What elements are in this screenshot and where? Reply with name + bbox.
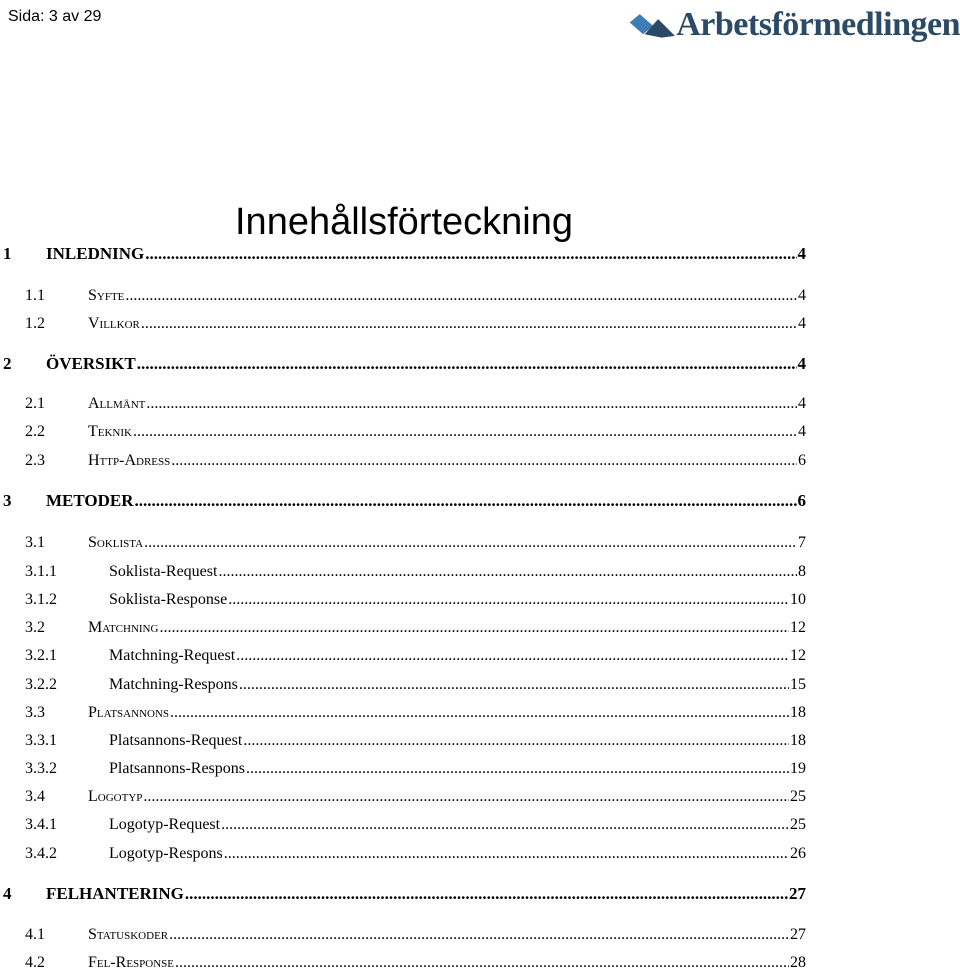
logo-mark-icon [628,8,678,42]
toc-entry[interactable] [0,953,806,973]
toc-entry[interactable] [0,562,806,582]
toc-entry[interactable] [0,815,806,835]
toc-entry-number: 2.1 [25,395,45,412]
toc-entry-number: 2.2 [25,423,45,440]
toc-entry-title: Matchning-Request [109,647,236,664]
toc-dot-leader [171,451,797,471]
toc-entry-number: 3.3 [25,704,45,721]
toc-entry-page: 15 [790,676,806,693]
toc-dot-leader [228,590,789,610]
toc-entry-page: 28 [790,954,806,971]
toc-entry-title: Platsannons-Respons [109,760,245,777]
toc-entry-title: METODER [46,491,134,510]
toc-dot-leader [144,533,797,553]
toc-dot-leader [169,925,789,945]
toc-entry[interactable] [0,646,806,666]
toc-entry-title: Fel-Response [88,954,175,971]
toc-entry-page: 4 [798,287,806,304]
toc-entry[interactable] [0,675,806,695]
toc-dot-leader [137,354,797,374]
toc-entry-title: ÖVERSIKT [46,354,136,373]
toc-entry-title: Allmänt [88,395,146,412]
toc-dot-leader [243,731,789,751]
toc-entry-number: 4.2 [25,954,45,971]
toc-entry-page: 18 [790,704,806,721]
toc-dot-leader [218,562,797,582]
toc-entry-number: 3.4.2 [25,845,57,862]
toc-entry[interactable] [0,533,806,553]
toc-entry[interactable] [0,394,806,414]
toc-dot-leader [170,703,789,723]
toc-entry-number: 3.2.1 [25,647,57,664]
toc-dot-leader [221,815,789,835]
toc-entry-number: 1 [3,244,12,263]
toc-entry-page: 4 [797,354,806,373]
toc-entry-page: 12 [790,619,806,636]
toc-entry[interactable] [0,731,806,751]
toc-entry-number: 3.1.2 [25,591,57,608]
toc-entry-page: 4 [798,315,806,332]
toc-entry-title: Logotyp-Request [109,816,221,833]
toc-entry-page: 19 [790,760,806,777]
toc-entry-page: 12 [790,647,806,664]
toc-entry-title: Matchning-Respons [109,676,238,693]
toc-entry-number: 3.3.1 [25,732,57,749]
toc-entry-page: 10 [790,591,806,608]
document-title: Innehållsförteckning [235,201,573,244]
toc-dot-leader [135,491,797,511]
toc-entry-number: 4 [3,884,12,903]
arbetsformedlingen-logo [628,4,960,46]
toc-entry-title: Http-Adress [88,452,171,469]
toc-dot-leader [224,844,789,864]
toc-entry[interactable] [0,491,806,511]
toc-dot-leader [145,244,796,264]
toc-entry-page: 18 [790,732,806,749]
toc-entry-number: 4.1 [25,926,45,943]
toc-dot-leader [175,953,789,973]
toc-entry-number: 1.1 [25,287,45,304]
toc-entry[interactable] [0,422,806,442]
toc-dot-leader [246,759,789,779]
toc-dot-leader [239,675,789,695]
toc-entry-page: 25 [790,788,806,805]
toc-entry-number: 3.2 [25,619,45,636]
toc-entry-number: 2 [3,354,12,373]
toc-entry[interactable] [0,244,806,264]
toc-entry[interactable] [0,884,806,904]
toc-entry-title: Statuskoder [88,926,169,943]
toc-entry[interactable] [0,286,806,306]
toc-entry-page: 27 [789,884,806,903]
toc-entry-title: Platsannons-Request [109,732,243,749]
toc-entry[interactable] [0,618,806,638]
toc-dot-leader [143,787,789,807]
toc-entry-title: Soklista [88,534,144,551]
toc-dot-leader [236,646,789,666]
toc-entry-title: Soklista-Request [109,563,218,580]
toc-entry-number: 3.1.1 [25,563,57,580]
toc-entry-number: 3 [3,491,12,510]
toc-dot-leader [185,884,788,904]
toc-entry-title: INLEDNING [46,244,145,263]
toc-dot-leader [146,394,797,414]
toc-entry[interactable] [0,354,806,374]
toc-entry[interactable] [0,844,806,864]
toc-entry-page: 6 [798,452,806,469]
toc-entry[interactable] [0,590,806,610]
toc-entry-number: 3.2.2 [25,676,57,693]
toc-entry-page: 8 [798,563,806,580]
toc-dot-leader [125,286,797,306]
logo-text: Arbetsförmedlingen [676,6,960,43]
toc-entry-page: 4 [798,395,806,412]
toc-dot-leader [133,422,797,442]
toc-entry[interactable] [0,314,806,334]
toc-entry[interactable] [0,787,806,807]
toc-entry-title: Syfte [88,287,125,304]
toc-entry-page: 4 [798,423,806,440]
toc-dot-leader [141,314,797,334]
toc-entry-title: Soklista-Response [109,591,228,608]
toc-entry-title: FELHANTERING [46,884,184,903]
toc-entry-page: 4 [797,244,806,263]
toc-entry-page: 26 [790,845,806,862]
toc-entry-number: 1.2 [25,315,45,332]
toc-dot-leader [159,618,789,638]
toc-entry-title: Matchning [88,619,159,636]
toc-entry[interactable] [0,925,806,945]
toc-entry-number: 3.1 [25,534,45,551]
toc-entry-title: Logotyp [88,788,143,805]
toc-entry-number: 2.3 [25,452,45,469]
toc-entry[interactable] [0,451,806,471]
toc-entry-number: 3.4.1 [25,816,57,833]
toc-entry-title: Platsannons [88,704,170,721]
toc-entry-page: 6 [797,491,806,510]
toc-entry-page: 25 [790,816,806,833]
toc-entry-title: Teknik [88,423,132,440]
toc-entry-number: 3.4 [25,788,45,805]
toc-entry-page: 7 [798,534,806,551]
toc-entry-title: Logotyp-Respons [109,845,223,862]
toc-entry-page: 27 [790,926,806,943]
toc-entry[interactable] [0,759,806,779]
toc-entry-number: 3.3.2 [25,760,57,777]
toc-entry[interactable] [0,703,806,723]
page-number-label: Sida: 3 av 29 [8,8,102,25]
toc-entry-title: Villkor [88,315,140,332]
